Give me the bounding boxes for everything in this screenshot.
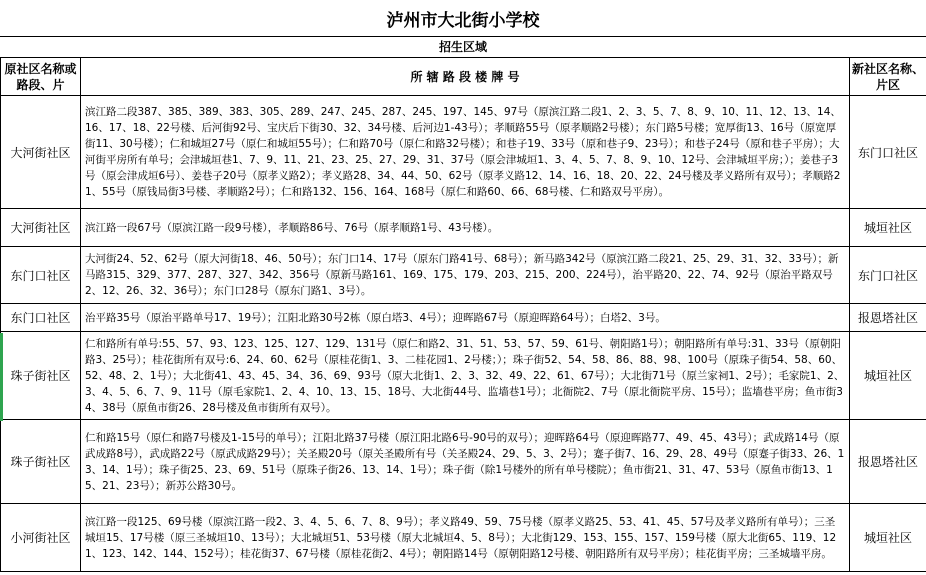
table-row <box>1 96 926 209</box>
road-numbers-cell[interactable]: 治平路35号（原治平路单号17、19号）；江阳北路30号2栋（原白塔3、4号）；迎晖路67号（原迎晖路64号）；白塔2、3号。 <box>81 304 850 332</box>
old-community-cell[interactable]: 大河街社区 <box>1 209 81 247</box>
table-row <box>1 304 926 332</box>
table-row <box>1 209 926 247</box>
new-community-cell[interactable]: 城垣社区 <box>850 332 926 420</box>
old-community-cell[interactable]: 珠子街社区 <box>1 420 81 504</box>
old-community-cell[interactable]: 珠子街社区 <box>1 332 81 420</box>
road-numbers-cell[interactable]: 滨江路二段387、385、389、383、305、289、247、245、287、245、197、145、97号（原滨江路二段1、2、3、5、7、8、9、10、11、12、13、14、16、17、18、22号楼、后河街92号、宝庆后下街30、32、34号楼、后河边1-43号）；孝顺路55号（原孝顺路2号楼）；东门路5号楼；宽厚街13、16号（原宽厚街11、30号楼）；仁和城垣27号（原仁和城垣55号）；仁和路70号（原仁和路32号楼）；和巷子19、33号（原和巷子9、23号）；和巷子24号（原和巷子平房）；大河街平房所有单号；会津城垣巷1、7、9、11、21、23、25、27、29、31、37号（原会津城垣1、3、4、5、7、8、9、10、12号、会津城垣平房；）；姜巷子3号（原会津成垣6号）、姜巷子20号（原孝义路2）；孝义路28、34、44、50、62号（原孝义路12、14、16、18、20、22、24号楼及孝义路所有双号）；孝顺路21、55号（原钱局街3号楼、孝顺路2号）；仁和路132、156、164、168号（原仁和路60、66、68号楼、仁和路双号平房）。 <box>81 96 850 209</box>
new-community-cell[interactable]: 城垣社区 <box>850 504 926 572</box>
page-title: 泸州市大北街小学校 <box>0 0 926 37</box>
road-numbers-cell[interactable]: 滨江路一段125、69号楼（原滨江路一段2、3、4、5、6、7、8、9号）；孝义路49、59、75号楼（原孝义路25、53、41、45、57号及孝义路所有单号）；三圣城垣15、17号楼（原三圣城垣10、13号）；大北城垣51、53号楼（原大北城垣4、5、8号）；大北街129、153、155、157、159号楼（原大北街65、119、121、123、142、144、152号）；桂花街37、67号楼（原桂花街2、4号）；朝阳路14号（原朝阳路12号楼、朝阳路所有双号平房）；桂花街平房；三圣城墙平房。 <box>81 504 850 572</box>
road-numbers-cell[interactable]: 大河街24、52、62号（原大河街18、46、50号）；东门口14、17号（原东门路41号、68号）；新马路342号（原滨江路二段21、25、29、31、32、33号）；新马路315、329、377、287、327、342、356号（原新马路161、169、175、179、203、215、200、224号），治平路20、22、74、92号（原治平路双号2、12、26、32、36号）；东门口28号（原东门路1、3号）。 <box>81 247 850 304</box>
section-subtitle: 招生区域 <box>0 36 926 58</box>
header-old-community[interactable]: 原社区名称或路段、片 <box>1 58 81 96</box>
new-community-cell[interactable]: 报恩塔社区 <box>850 304 926 332</box>
table-row <box>1 420 926 504</box>
old-community-cell[interactable]: 东门口社区 <box>1 304 81 332</box>
new-community-cell[interactable]: 东门口社区 <box>850 96 926 209</box>
road-numbers-cell[interactable]: 仁和路所有单号:55、57、93、123、125、127、129、131号（原仁和路2、31、51、53、57、59、61号、朝阳路1号）；朝阳路所有单号:31、33号（原朝阳路3、25号）；桂花街所有双号:6、24、60、62号（原桂花街1、3、二桂花园1、2号楼；）；珠子街52、54、58、86、88、98、100号（原珠子街54、58、60、52、48、2、1号）；大北街41、43、45、34、36、69、93号（原大北街1、2、3、32、49、22、61、67号）；大北街71号（原兰家祠1、2号）；毛家院1、2、3、4、5、6、7、9、11号（原毛家院1、2、4、10、13、15、18号、大北街44号、监墙巷1号）；北衙院2、7号（原北衙院平房、15号）；监墙巷平房；鱼市街34、38号（原鱼市街26、28号楼及鱼市街所有双号）。 <box>81 332 850 420</box>
road-numbers-cell[interactable]: 滨江路一段67号（原滨江路一段9号楼），孝顺路86号、76号（原孝顺路1号、43号楼）。 <box>81 209 850 247</box>
old-community-cell[interactable]: 大河街社区 <box>1 96 81 209</box>
header-row <box>1 58 926 96</box>
new-community-cell[interactable]: 城垣社区 <box>850 209 926 247</box>
enrollment-table <box>0 57 926 572</box>
old-community-cell[interactable]: 小河街社区 <box>1 504 81 572</box>
table-row <box>1 247 926 304</box>
header-road-numbers[interactable]: 所 辖 路 段 楼 牌 号 <box>81 58 850 96</box>
road-numbers-cell[interactable]: 仁和路15号（原仁和路7号楼及1-15号的单号）；江阳北路37号楼（原江阳北路6号-90号的双号）；迎晖路64号（原迎晖路77、49、45、43号）；武成路14号（原武成路8号），武成路22号（原武成路29号）；关圣殿20号（原关圣殿所有号（关圣殿24、29、5、3、2号）；蹇子街7、16、29、28、49号（原蹇子街33、26、13、14、1号）；珠子街25、23、69、51号（原珠子街26、13、14、1号）；珠子街（除1号楼外的所有单号楼院）；鱼市街21、31、47、53号（原鱼市街13、15、21、23号）；新苏公路30号。 <box>81 420 850 504</box>
header-new-community[interactable]: 新社区名称、片区 <box>850 58 926 96</box>
old-community-cell[interactable]: 东门口社区 <box>1 247 81 304</box>
active-cell-indicator <box>0 333 3 421</box>
table-row <box>1 504 926 572</box>
table-row <box>1 332 926 420</box>
new-community-cell[interactable]: 报恩塔社区 <box>850 420 926 504</box>
new-community-cell[interactable]: 东门口社区 <box>850 247 926 304</box>
